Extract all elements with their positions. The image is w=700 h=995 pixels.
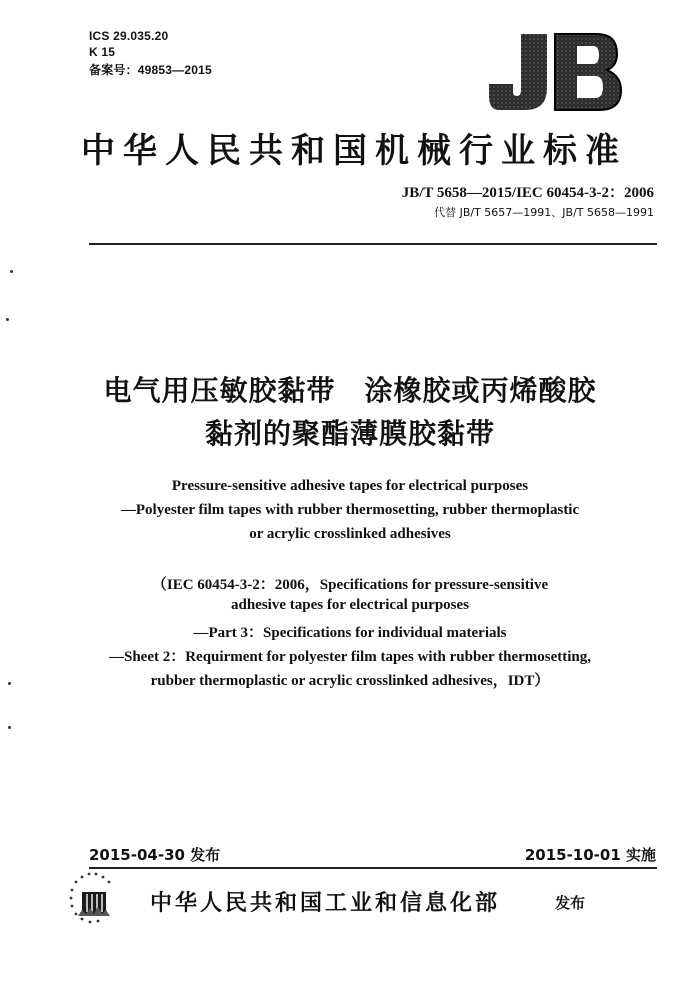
- publish-label: 发布: [555, 894, 586, 912]
- iec-reference-line-1: （IEC 60454-3-2：2006，Specifications for pressure-sensitive: [151, 577, 549, 593]
- cn-title-line-1: 电气用压敏胶黏带 涂橡胶或丙烯酸胶: [103, 374, 597, 407]
- record-number: 备案号：49853—2015: [89, 63, 212, 77]
- ics-code: ICS 29.035.20: [89, 29, 169, 43]
- scan-speck: [10, 270, 13, 273]
- iec-reference-line-5: rubber thermoplastic or acrylic crosslinked adhesives，IDT）: [150, 673, 550, 689]
- standard-category-title: 中华人民共和国机械行业标准: [81, 131, 627, 171]
- iec-reference-line-2: adhesive tapes for electrical purposes: [230, 597, 470, 613]
- en-title-line-1: Pressure-sensitive adhesive tapes for electrical purposes: [171, 478, 529, 494]
- ministry-emblem: [62, 868, 122, 928]
- iec-reference-line-3: —Part 3：Specifications for individual materials: [193, 625, 507, 641]
- implementation-date: 2015-10-01 实施: [524, 846, 656, 864]
- en-title-line-2: —Polyester film tapes with rubber thermosetting, rubber thermoplastic: [120, 502, 580, 518]
- iec-reference-line-4: —Sheet 2：Requirment for polyester film tapes with rubber thermosetting,: [108, 649, 592, 665]
- en-title-line-3: or acrylic crosslinked adhesives: [249, 526, 451, 542]
- cn-title-line-2: 黏剂的聚酯薄膜胶黏带: [204, 417, 495, 450]
- bottom-divider: [89, 867, 657, 869]
- top-divider: [89, 243, 657, 245]
- classification-code: K 15: [89, 45, 116, 59]
- replaces-standards: 代替 JB/T 5657—1991、JB/T 5658—1991: [434, 206, 654, 219]
- issuing-ministry: 中华人民共和国工业和信息化部: [150, 891, 501, 916]
- scan-speck: [6, 318, 9, 321]
- scan-speck: [8, 682, 11, 685]
- scan-speck: [8, 726, 11, 729]
- issue-date: 2015-04-30 发布: [89, 846, 221, 864]
- jb-logo: [485, 26, 625, 116]
- standard-number: JB/T 5658—2015/IEC 60454-3-2：2006: [401, 185, 654, 201]
